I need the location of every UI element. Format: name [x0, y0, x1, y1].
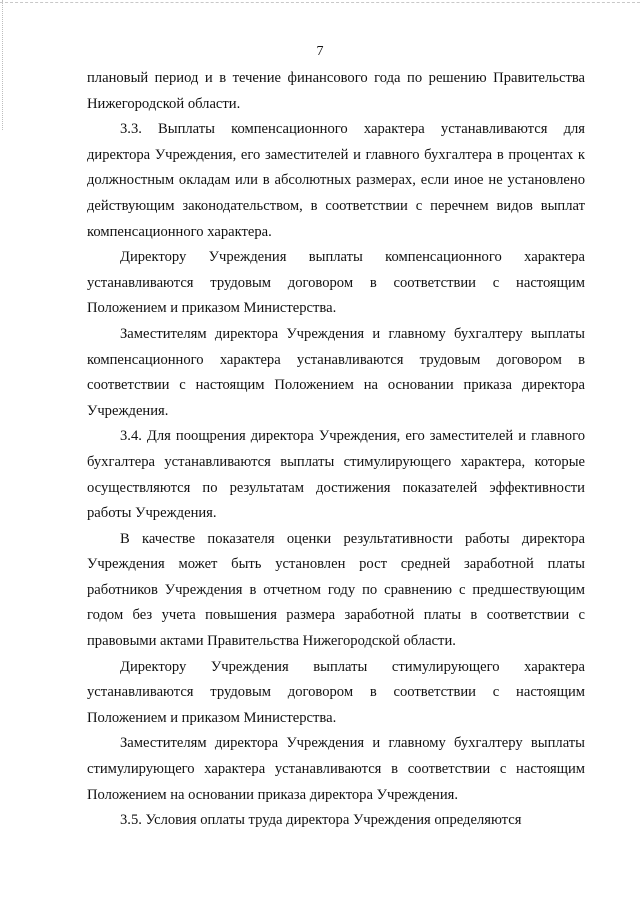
paragraph-performance-indicator: В качестве показателя оценки результативности работы директора Учреждения может быть установлен рост средней заработной платы работников Учреждения в отчетном году по сравнению с предшествующим годом без учета повышения размера заработной платы в соответствии с правовыми актами Правительства Нижегородской области. [87, 530, 585, 650]
paragraph-3-5: 3.5. Условия оплаты труда директора Учреждения определяются [120, 812, 522, 829]
paragraph-director-compensation: Директору Учреждения выплаты компенсационного характера устанавливаются трудовым договором в соответствии с настоящим Положением и приказом Министерства. [87, 249, 585, 317]
document-body [87, 66, 585, 834]
page-number: 7 [316, 44, 324, 59]
paragraph-deputies-compensation: Заместителям директора Учреждения и главному бухгалтеру выплаты компенсационного характера устанавливаются трудовым договором в соответствии с настоящим Положением на основании приказа директора Учреждения. [87, 325, 585, 419]
paragraph-continuation: плановый период и в течение финансового года по решению Правительства Нижегородской области. [87, 70, 585, 112]
paragraph-director-incentive: Директору Учреждения выплаты стимулирующего характера устанавливаются трудовым договором в соответствии с настоящим Положением и приказом Министерства. [87, 658, 585, 726]
scan-left-edge [2, 0, 3, 130]
paragraph-deputies-incentive: Заместителям директора Учреждения и главному бухгалтеру выплаты стимулирующего характера устанавливаются в соответствии с настоящим Положением на основании приказа директора Учреждения. [87, 735, 585, 803]
scan-top-edge [0, 2, 640, 3]
paragraph-3-3: 3.3. Выплаты компенсационного характера устанавливаются для директора Учреждения, его заместителей и главного бухгалтера в процентах к должностным окладам или в абсолютных размерах, если иное не установлено действующим законодательством, в соответствии с перечнем видов выплат компенсационного характера. [87, 121, 585, 240]
paragraph-3-4: 3.4. Для поощрения директора Учреждения, его заместителей и главного бухгалтера устанавливаются выплаты стимулирующего характера, которые осуществляются по результатам достижения показателей эффективности работы Учреждения. [87, 428, 585, 522]
